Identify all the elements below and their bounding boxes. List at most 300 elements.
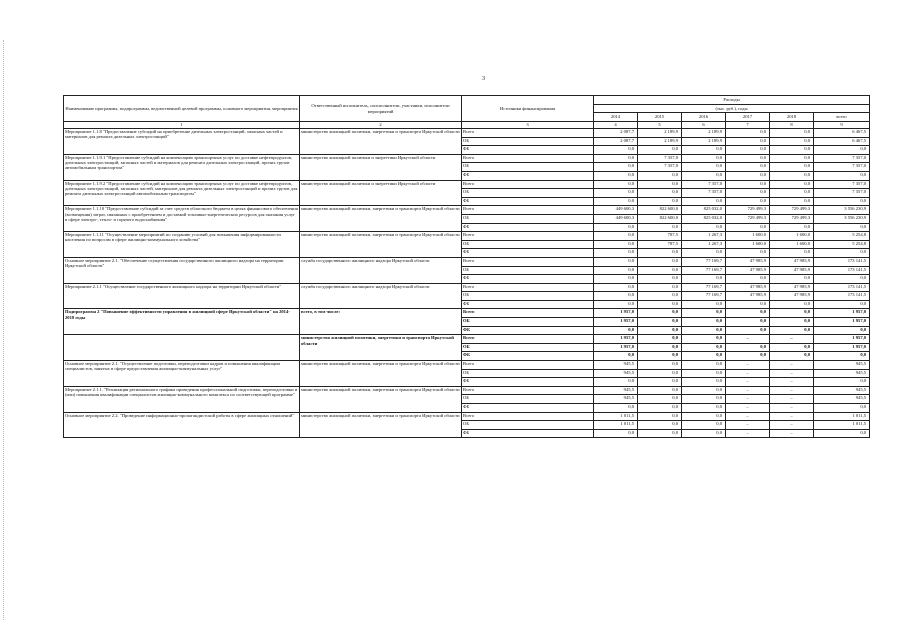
value-cell: 0,0 — [770, 300, 814, 309]
value-cell: 0,0 — [594, 266, 638, 275]
value-cell: 0,0 — [770, 275, 814, 284]
source-cell: ОБ — [462, 292, 594, 301]
source-cell: ОБ — [462, 240, 594, 249]
executor-cell: министерство жилищной политики, энергетики и транспорта Иркутской области — [300, 232, 462, 258]
value-cell: 47 985,9 — [770, 266, 814, 275]
program-name-cell: Основное мероприятие 2.1. "Обеспечение осуществления государственного жилищного надзора на территории Иркутской области" — [64, 257, 300, 283]
value-cell: 0,0 — [682, 275, 726, 284]
value-cell: 1 011,5 — [814, 421, 870, 430]
value-cell: 47 985,9 — [726, 292, 770, 301]
value-cell: 47 985,9 — [726, 257, 770, 266]
source-cell: Всего — [462, 129, 594, 138]
header-year: 2014 — [594, 113, 638, 122]
value-cell: 5 254,8 — [814, 240, 870, 249]
value-cell: – — [770, 386, 814, 395]
source-cell: ФБ — [462, 404, 594, 413]
value-cell: 0,0 — [770, 146, 814, 155]
value-cell: 945,5 — [814, 386, 870, 395]
value-cell: 1 957,0 — [594, 309, 638, 318]
value-cell: 0,0 — [682, 223, 726, 232]
source-cell: Всего — [462, 283, 594, 292]
value-cell: 0,0 — [726, 129, 770, 138]
value-cell: 0,0 — [682, 412, 726, 421]
value-cell: 0,0 — [638, 283, 682, 292]
source-cell: Всего — [462, 206, 594, 215]
value-cell: 0,0 — [638, 249, 682, 258]
value-cell: 0,0 — [726, 275, 770, 284]
value-cell: 0,0 — [682, 378, 726, 387]
value-cell: 0,0 — [638, 421, 682, 430]
value-cell: 0,0 — [726, 318, 770, 327]
source-cell: Всего — [462, 180, 594, 189]
column-index: 9 — [814, 122, 870, 129]
value-cell: 0,0 — [726, 146, 770, 155]
program-name-cell: Мероприятие 2.1.1. "Реализация регионального графика проведения профессиональной подготовки, переподготовки и (или) повышения квалификации специалистов жилищно-коммунального комплекса по соответствующей программе" — [64, 386, 300, 412]
header-year: всего — [814, 113, 870, 122]
value-cell: 3 556 230,9 — [814, 214, 870, 223]
value-cell: 0,0 — [814, 146, 870, 155]
value-cell: – — [770, 421, 814, 430]
program-name-cell: Основное мероприятие 2.1. "Осуществление подготовки, переподготовки кадров и повышения квалификации специалистов, занятых в сфере предоставления жилищно-коммунальных услуг" — [64, 361, 300, 387]
value-cell: 0,0 — [638, 395, 682, 404]
value-cell: 0,0 — [594, 180, 638, 189]
value-cell: 0,0 — [770, 318, 814, 327]
executor-cell: служба государственного жилищного надзора Иркутской области — [300, 283, 462, 309]
value-cell: 0,0 — [726, 180, 770, 189]
value-cell: 2 189,9 — [638, 137, 682, 146]
column-index: 1 — [64, 122, 300, 129]
value-cell: 0,0 — [682, 309, 726, 318]
value-cell: 0,0 — [638, 352, 682, 361]
value-cell: 0,0 — [726, 249, 770, 258]
source-cell: ФБ — [462, 352, 594, 361]
value-cell: 47 985,9 — [770, 283, 814, 292]
value-cell: 1 600,0 — [726, 240, 770, 249]
value-cell: 0,0 — [726, 352, 770, 361]
value-cell: 0,0 — [638, 275, 682, 284]
value-cell: 945,5 — [594, 386, 638, 395]
value-cell: 0,0 — [594, 189, 638, 198]
table-row — [64, 309, 870, 318]
value-cell: 0,0 — [814, 249, 870, 258]
executor-cell: министерство жилищной политики, энергетики и транспорта Иркутской области — [300, 206, 462, 232]
value-cell: 0,0 — [594, 240, 638, 249]
value-cell: 0,0 — [638, 266, 682, 275]
source-cell: ОБ — [462, 137, 594, 146]
source-cell: ОБ — [462, 343, 594, 352]
source-cell: ФБ — [462, 223, 594, 232]
value-cell: 0,0 — [726, 300, 770, 309]
value-cell: 0,0 — [638, 292, 682, 301]
value-cell: – — [770, 429, 814, 438]
source-cell: Всего — [462, 412, 594, 421]
source-cell: Всего — [462, 361, 594, 370]
header-year: 2017 — [726, 113, 770, 122]
header-year: 2015 — [638, 113, 682, 122]
value-cell: 729 499,3 — [770, 214, 814, 223]
value-cell: 0,0 — [594, 352, 638, 361]
value-cell: 0,0 — [814, 223, 870, 232]
source-cell: ФБ — [462, 429, 594, 438]
value-cell: 0,0 — [726, 163, 770, 172]
value-cell: 2 189,9 — [682, 137, 726, 146]
executor-cell: всего, в том числе: — [300, 309, 462, 335]
value-cell: 0,0 — [726, 343, 770, 352]
column-index: 3 — [462, 122, 594, 129]
column-index: 8 — [770, 122, 814, 129]
value-cell: 0,0 — [594, 404, 638, 413]
executor-cell: министерство жилищной политики, энергетики и транспорта Иркутской области — [300, 386, 462, 412]
value-cell: 0,0 — [594, 257, 638, 266]
value-cell: 7 357,0 — [814, 180, 870, 189]
value-cell: 0,0 — [726, 171, 770, 180]
value-cell: 0,0 — [594, 154, 638, 163]
program-name-cell: Мероприятие 1.1.10 "Предоставление субсидий за счет средств областного бюджета в целях финансового обеспечения (возмещения) затрат, связанных с приобретением и доставкой топливно-энергетических ресурсов для оказания услуг в сфере электро-, тепло- и горячего водоснабжения" — [64, 206, 300, 232]
value-cell: 173 141,5 — [814, 283, 870, 292]
table-row — [64, 206, 870, 215]
value-cell: 0,0 — [814, 171, 870, 180]
source-cell: Всего — [462, 154, 594, 163]
value-cell: – — [726, 421, 770, 430]
value-cell: – — [770, 412, 814, 421]
source-cell: ОБ — [462, 266, 594, 275]
value-cell: 0,0 — [770, 197, 814, 206]
source-cell: ФБ — [462, 249, 594, 258]
value-cell: 7 357,0 — [638, 163, 682, 172]
value-cell: 0,0 — [594, 232, 638, 241]
margin-dotted-line — [3, 40, 4, 620]
table-row — [64, 180, 870, 189]
source-cell: ОБ — [462, 369, 594, 378]
value-cell: 0,0 — [770, 171, 814, 180]
value-cell: 7 357,0 — [814, 154, 870, 163]
value-cell: 2 189,9 — [682, 129, 726, 138]
table-row — [64, 412, 870, 421]
value-cell: 0,0 — [770, 249, 814, 258]
financing-table — [63, 95, 870, 438]
value-cell: 0,0 — [638, 309, 682, 318]
value-cell: 77 169,7 — [682, 283, 726, 292]
value-cell: 0,0 — [682, 197, 726, 206]
value-cell: – — [770, 335, 814, 344]
value-cell: 0,0 — [726, 154, 770, 163]
value-cell: – — [726, 378, 770, 387]
value-cell: 0,0 — [594, 197, 638, 206]
table-row — [64, 386, 870, 395]
value-cell: 2 189,9 — [638, 129, 682, 138]
header-year: 2018 — [770, 113, 814, 122]
value-cell: 77 169,7 — [682, 266, 726, 275]
value-cell: 0,0 — [814, 404, 870, 413]
value-cell: 47 985,9 — [770, 292, 814, 301]
value-cell: 729 499,3 — [726, 214, 770, 223]
value-cell: 0,0 — [638, 404, 682, 413]
value-cell: 0,0 — [682, 326, 726, 335]
value-cell: 0,0 — [682, 318, 726, 327]
value-cell: 0,0 — [682, 361, 726, 370]
value-cell: 0,0 — [726, 137, 770, 146]
program-name-cell: Мероприятие 2.1.1 "Осуществление государственного жилищного надзора на территории Иркутской области" — [64, 283, 300, 309]
value-cell: 945,5 — [814, 395, 870, 404]
value-cell: 1 957,0 — [814, 318, 870, 327]
value-cell: 0,0 — [638, 386, 682, 395]
value-cell: 173 141,5 — [814, 292, 870, 301]
program-name-cell: Мероприятие 1.1.9.1 "Предоставление субсидий на компенсацию транспортных услуг по доставке нефтепродуктов, дизельных электростанций, запасных частей и материалов для ремонта дизельных электростанций, прочих грузов автомобильным транспортом" — [64, 154, 300, 180]
value-cell: 6 467,5 — [814, 137, 870, 146]
header-name: Наименование программы, подпрограммы, ведомственной целевой программы, основного мероприятия, мероприятия — [64, 96, 300, 122]
value-cell: 0,0 — [682, 300, 726, 309]
table-row — [64, 361, 870, 370]
value-cell: 945,5 — [814, 369, 870, 378]
executor-cell: служба государственного жилищного надзора Иркутской области — [300, 257, 462, 283]
value-cell: 0,0 — [638, 223, 682, 232]
value-cell: 0,0 — [726, 223, 770, 232]
table-row — [64, 232, 870, 241]
value-cell: 449 600,3 — [594, 206, 638, 215]
header-expenses: Расходы — [594, 96, 870, 105]
value-cell: 7 357,0 — [682, 180, 726, 189]
value-cell: 1 011,5 — [814, 412, 870, 421]
header-year: 2016 — [682, 113, 726, 122]
value-cell: 0,0 — [682, 369, 726, 378]
value-cell: 0,0 — [726, 309, 770, 318]
value-cell: 0,0 — [770, 137, 814, 146]
value-cell: 0,0 — [770, 163, 814, 172]
program-name-cell: Подпрограмма 2 "Повышение эффективности управления в жилищной сфере Иркутской области" на 2014-2018 годы — [64, 309, 300, 335]
value-cell: 0,0 — [682, 386, 726, 395]
value-cell: 0,0 — [770, 223, 814, 232]
value-cell: 449 600,3 — [594, 214, 638, 223]
value-cell: 0,0 — [638, 146, 682, 155]
value-cell: 0,0 — [594, 275, 638, 284]
value-cell: – — [770, 369, 814, 378]
value-cell: 47 985,9 — [770, 257, 814, 266]
value-cell: 1 957,0 — [814, 343, 870, 352]
table-row — [64, 335, 870, 344]
value-cell: 0,0 — [638, 180, 682, 189]
value-cell: 173 141,5 — [814, 257, 870, 266]
value-cell: 0,0 — [594, 163, 638, 172]
value-cell: 1 600,0 — [726, 232, 770, 241]
value-cell: 0,0 — [682, 404, 726, 413]
value-cell: 0,0 — [594, 283, 638, 292]
value-cell: – — [726, 335, 770, 344]
value-cell: 0,0 — [770, 326, 814, 335]
value-cell: 0,0 — [770, 180, 814, 189]
column-index: 7 — [726, 122, 770, 129]
value-cell: 0,0 — [770, 154, 814, 163]
value-cell: 0,0 — [770, 129, 814, 138]
value-cell: 0,0 — [682, 249, 726, 258]
value-cell: – — [726, 429, 770, 438]
value-cell: 0,0 — [682, 146, 726, 155]
header-source: Источники финансирования — [462, 96, 594, 122]
value-cell: 729 499,3 — [726, 206, 770, 215]
source-cell: ОБ — [462, 163, 594, 172]
value-cell: 0,0 — [814, 300, 870, 309]
program-name-cell — [64, 335, 300, 361]
value-cell: 7 357,0 — [814, 163, 870, 172]
value-cell: 7 357,0 — [638, 154, 682, 163]
source-cell: Всего — [462, 386, 594, 395]
header-executor: Ответственный исполнитель, соисполнители, участники, исполнители мероприятий — [300, 96, 462, 122]
value-cell: 0,0 — [594, 249, 638, 258]
value-cell: 0,0 — [638, 326, 682, 335]
source-cell: ОБ — [462, 214, 594, 223]
value-cell: – — [770, 395, 814, 404]
value-cell: – — [726, 412, 770, 421]
value-cell: 7 357,0 — [682, 189, 726, 198]
value-cell: 787,5 — [638, 240, 682, 249]
value-cell: 77 169,7 — [682, 292, 726, 301]
value-cell: 0,0 — [682, 171, 726, 180]
value-cell: 0,0 — [814, 326, 870, 335]
value-cell: 1 600,0 — [770, 232, 814, 241]
executor-cell: министерство жилищной политики, энергетики и транспорта Иркутской области — [300, 335, 462, 361]
value-cell: 0,0 — [638, 429, 682, 438]
value-cell: 0,0 — [682, 335, 726, 344]
value-cell: 2 087,7 — [594, 129, 638, 138]
value-cell: 0,0 — [594, 326, 638, 335]
program-name-cell: Мероприятие 1.1.8 "Предоставление субсидий на приобретение дизельных электростанций, запасных частей и материалов для ремонта дизельных электростанций" — [64, 129, 300, 155]
value-cell: 0,0 — [638, 335, 682, 344]
value-cell: 0,0 — [770, 343, 814, 352]
value-cell: 0,0 — [594, 292, 638, 301]
value-cell: 0,0 — [770, 189, 814, 198]
value-cell: 822 600,0 — [638, 206, 682, 215]
table-row — [64, 283, 870, 292]
source-cell: Всего — [462, 335, 594, 344]
value-cell: 0,0 — [594, 146, 638, 155]
source-cell: ФБ — [462, 300, 594, 309]
value-cell: 7 357,0 — [814, 189, 870, 198]
value-cell: 0,0 — [726, 326, 770, 335]
value-cell: – — [770, 404, 814, 413]
value-cell: 0,0 — [814, 429, 870, 438]
value-cell: 0,0 — [682, 343, 726, 352]
value-cell: – — [726, 386, 770, 395]
value-cell: 0,0 — [770, 352, 814, 361]
value-cell: 0,0 — [726, 189, 770, 198]
value-cell: 2 087,7 — [594, 137, 638, 146]
value-cell: 945,5 — [594, 361, 638, 370]
source-cell: ФБ — [462, 326, 594, 335]
value-cell: 787,5 — [638, 232, 682, 241]
value-cell: 822 600,0 — [638, 214, 682, 223]
value-cell: 0,0 — [682, 352, 726, 361]
source-cell: ОБ — [462, 318, 594, 327]
source-cell: ОБ — [462, 189, 594, 198]
value-cell: 825 032,0 — [682, 214, 726, 223]
program-name-cell: Основное мероприятие 2.2. "Проведение информационно-пропагандистской работы в сфере жилищных отношений" — [64, 412, 300, 438]
value-cell: 3 556 230,9 — [814, 206, 870, 215]
column-index: 5 — [638, 122, 682, 129]
value-cell: 0,0 — [594, 223, 638, 232]
value-cell: 0,0 — [682, 395, 726, 404]
value-cell: – — [726, 361, 770, 370]
column-index: 2 — [300, 122, 462, 129]
table-row — [64, 257, 870, 266]
value-cell: 1 267,3 — [682, 240, 726, 249]
table-row — [64, 154, 870, 163]
value-cell: 0,0 — [638, 412, 682, 421]
executor-cell: министерство жилищной политики и энергетики Иркутской области — [300, 180, 462, 206]
value-cell: 1 600,0 — [770, 240, 814, 249]
value-cell: 0,0 — [814, 378, 870, 387]
value-cell: 0,0 — [638, 369, 682, 378]
page-number: 3 — [482, 76, 485, 82]
value-cell: 0,0 — [682, 429, 726, 438]
source-cell: ОБ — [462, 421, 594, 430]
value-cell: 0,0 — [638, 257, 682, 266]
source-cell: ФБ — [462, 378, 594, 387]
value-cell: 77 169,7 — [682, 257, 726, 266]
value-cell: 0,0 — [682, 163, 726, 172]
value-cell: 1 957,0 — [594, 343, 638, 352]
source-cell: Всего — [462, 309, 594, 318]
source-cell: Всего — [462, 232, 594, 241]
value-cell: 945,5 — [594, 395, 638, 404]
value-cell: 729 499,3 — [770, 206, 814, 215]
source-cell: ФБ — [462, 275, 594, 284]
value-cell: 173 141,5 — [814, 266, 870, 275]
column-index: 4 — [594, 122, 638, 129]
value-cell: 1 011,5 — [594, 421, 638, 430]
source-cell: Всего — [462, 257, 594, 266]
value-cell: 0,0 — [638, 343, 682, 352]
value-cell: – — [770, 361, 814, 370]
value-cell: 0,0 — [638, 318, 682, 327]
executor-cell: министерство жилищной политики, энергетики и транспорта Иркутской области — [300, 361, 462, 387]
value-cell: 825 032,0 — [682, 206, 726, 215]
value-cell: 0,0 — [726, 197, 770, 206]
value-cell: 0,0 — [814, 352, 870, 361]
value-cell: 47 985,9 — [726, 283, 770, 292]
value-cell: 1 011,5 — [594, 412, 638, 421]
value-cell: 0,0 — [594, 429, 638, 438]
value-cell: 0,0 — [682, 154, 726, 163]
value-cell: 0,0 — [594, 378, 638, 387]
value-cell: 0,0 — [770, 309, 814, 318]
source-cell: ОБ — [462, 395, 594, 404]
value-cell: 0,0 — [814, 197, 870, 206]
value-cell: 945,5 — [594, 369, 638, 378]
value-cell: 0,0 — [638, 171, 682, 180]
value-cell: 6 467,5 — [814, 129, 870, 138]
value-cell: 0,0 — [594, 171, 638, 180]
value-cell: 0,0 — [814, 275, 870, 284]
value-cell: – — [726, 395, 770, 404]
executor-cell: министерство жилищной политики, энергетики и транспорта Иркутской области — [300, 412, 462, 438]
value-cell: 1 957,0 — [814, 335, 870, 344]
value-cell: 0,0 — [638, 378, 682, 387]
value-cell: 1 957,0 — [594, 335, 638, 344]
value-cell: – — [770, 378, 814, 387]
value-cell: 1 267,3 — [682, 232, 726, 241]
value-cell: – — [726, 404, 770, 413]
value-cell: 1 957,0 — [594, 318, 638, 327]
executor-cell: министерство жилищной политики, энергетики и транспорта Иркутской области — [300, 129, 462, 155]
value-cell: 0,0 — [638, 300, 682, 309]
value-cell: 0,0 — [638, 189, 682, 198]
value-cell: 0,0 — [594, 300, 638, 309]
table-row — [64, 129, 870, 138]
column-index: 6 — [682, 122, 726, 129]
value-cell: 0,0 — [682, 421, 726, 430]
program-name-cell: Мероприятие 1.1.9.2 "Предоставление субсидий на компенсацию транспортных услуг по доставке нефтепродуктов, дизельных электростанций, запасных частей, материалов для ремонта дизельных электростанций и прочих грузов для ремонта дизельных электростанций автомобильным транспортом" — [64, 180, 300, 206]
source-cell: ФБ — [462, 197, 594, 206]
value-cell: – — [726, 369, 770, 378]
